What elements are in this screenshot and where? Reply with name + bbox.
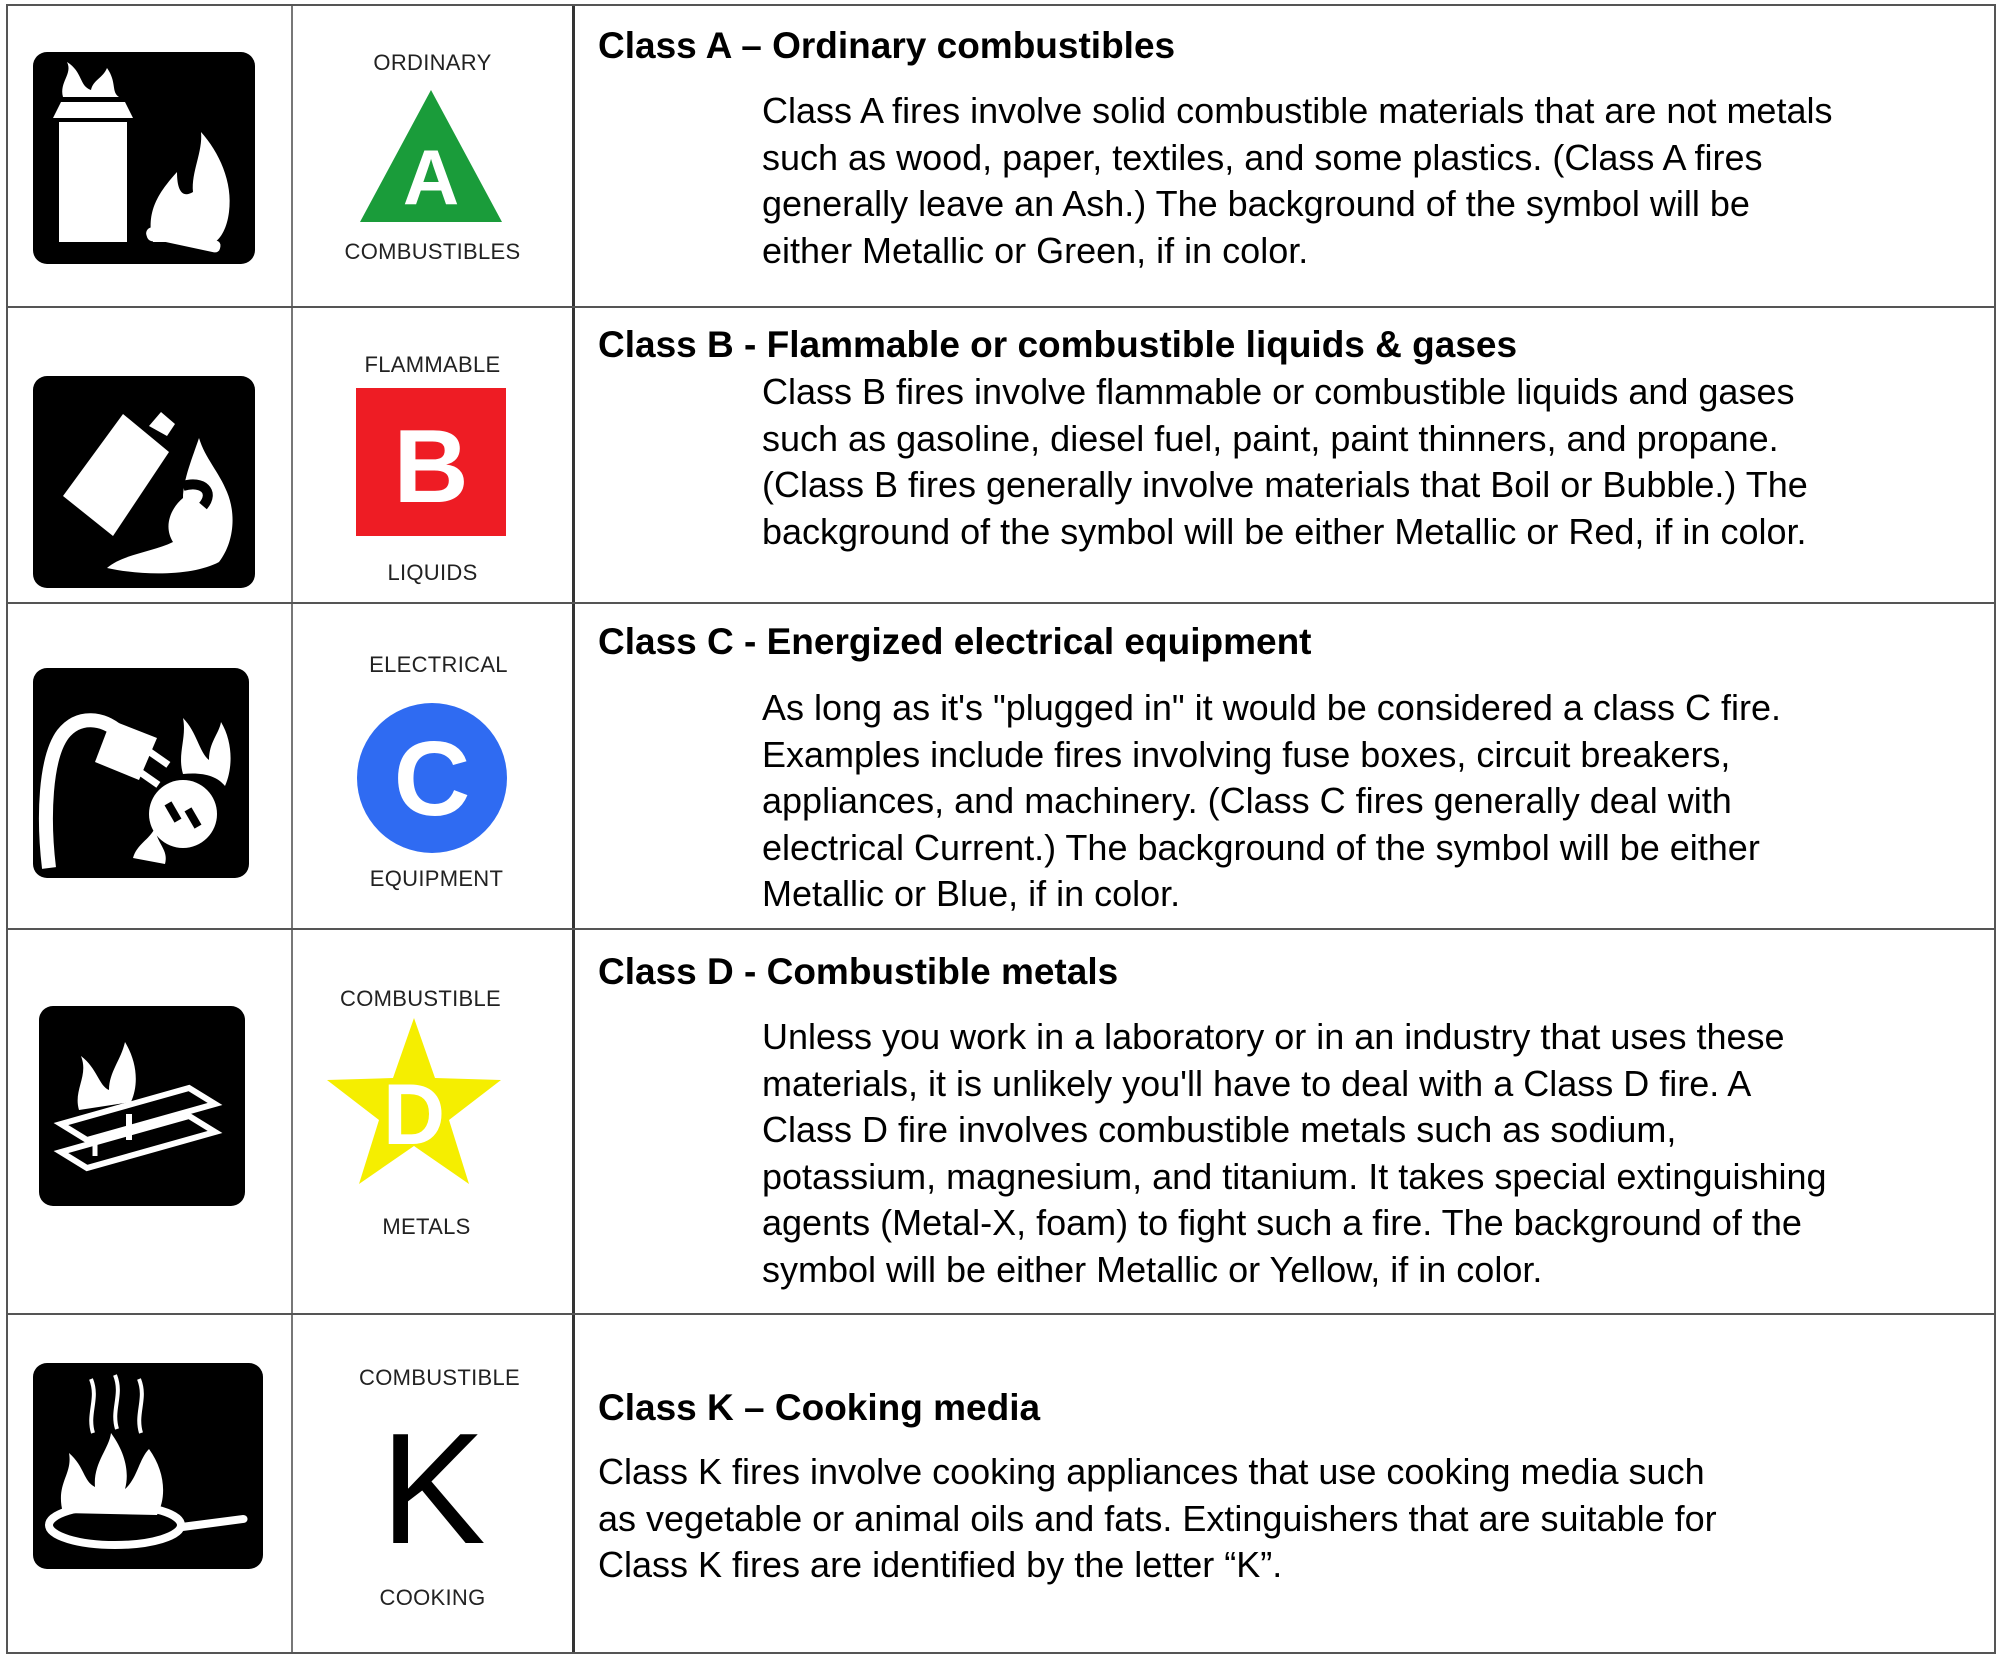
symbol-letter: C [393, 720, 471, 838]
symbol-cell [293, 308, 575, 602]
symbol-caption-top: COMBUSTIBLE [359, 1365, 520, 1390]
class-c-row [8, 604, 1994, 930]
class-description [762, 369, 1808, 555]
description-line: as vegetable or animal oils and fats. Extinguishers that are suitable for [598, 1497, 1717, 1539]
class-heading: Class D - Combustible metals [598, 951, 1119, 992]
description-line: Class K fires involve cooking appliances that use cooking media such [598, 1451, 1705, 1492]
symbol-caption-top: ELECTRICAL [369, 652, 508, 677]
pictogram-cell [8, 930, 293, 1313]
fuel-can-and-fire-icon [33, 376, 255, 588]
description-line: such as wood, paper, textiles, and some plastics. (Class A fires [762, 136, 1763, 178]
symbol-letter: A [402, 133, 460, 221]
symbol-caption-top: COMBUSTIBLE [340, 986, 501, 1011]
symbol-cell [293, 1315, 575, 1652]
pictogram-cell [8, 308, 293, 602]
description-line: Class K fires are identified by the letter “K”. [598, 1544, 1283, 1585]
description-line: background of the symbol will be either Metallic or Red, if in color. [762, 510, 1807, 552]
description-line: Class D fire involves combustible metals such as sodium, [762, 1109, 1677, 1150]
frying-pan-fire-icon [33, 1363, 263, 1569]
description-cell [575, 930, 1994, 1313]
class-a-row [8, 6, 1994, 308]
description-line: agents (Metal-X, foam) to fight such a fire. The background of the [762, 1202, 1802, 1243]
description-line: Class A fires involve solid combustible materials that are not metals [762, 90, 1833, 131]
description-line: generally leave an Ash.) The background of the symbol will be [762, 183, 1750, 224]
class-description [762, 1014, 1827, 1293]
symbol-cell [293, 604, 575, 928]
class-b-row [8, 308, 1994, 604]
trash-can-and-wood-fire-icon [33, 52, 255, 264]
class-heading: Class C - Energized electrical equipment [598, 621, 1312, 662]
class-description [762, 685, 1781, 918]
description-line: Unless you work in a laboratory or in an industry that uses these [762, 1016, 1785, 1057]
class-k-row [8, 1315, 1994, 1652]
description-line: such as gasoline, diesel fuel, paint, paint thinners, and propane. [762, 417, 1779, 459]
description-line: Metallic or Blue, if in color. [762, 873, 1181, 914]
symbol-caption-top: ORDINARY [373, 50, 492, 75]
class-description [598, 1449, 1717, 1589]
symbol-letter: K [380, 1405, 486, 1555]
description-line: As long as it's "plugged in" it would be considered a class C fire. [762, 687, 1781, 728]
description-cell [575, 6, 1994, 306]
description-line: (Class B fires generally involve materials that Boil or Bubble.) The [762, 464, 1808, 505]
class-a-triangle-symbol [356, 86, 506, 226]
pictogram-cell [8, 6, 293, 306]
class-description [762, 88, 1832, 274]
symbol-caption-top: FLAMMABLE [364, 352, 501, 377]
symbol-caption-bottom: COMBUSTIBLES [344, 239, 521, 264]
class-d-star-symbol [325, 1016, 503, 1188]
symbol-letter: D [382, 1067, 446, 1163]
symbol-cell [293, 6, 575, 306]
description-line: appliances, and machinery. (Class C fires generally deal with [762, 780, 1732, 821]
class-heading: Class A – Ordinary combustibles [598, 25, 1176, 66]
description-cell [575, 1315, 1994, 1652]
description-line: Examples include fires involving fuse boxes, circuit breakers, [762, 733, 1731, 775]
description-line: symbol will be either Metallic or Yellow, if in color. [762, 1248, 1543, 1290]
fire-classes-table [6, 4, 1996, 1654]
class-c-circle-symbol [356, 702, 508, 854]
pictogram-cell [8, 1315, 293, 1652]
class-heading: Class K – Cooking media [598, 1387, 1041, 1428]
class-k-letter-symbol [363, 1405, 503, 1555]
description-cell [575, 308, 1994, 602]
plug-and-outlet-fire-icon [33, 668, 249, 878]
symbol-caption-bottom: EQUIPMENT [369, 866, 504, 891]
class-b-square-symbol [356, 388, 506, 536]
metal-beam-fire-icon [39, 1006, 245, 1206]
description-line: electrical Current.) The background of the symbol will be either [762, 826, 1760, 868]
description-line: Class B fires involve flammable or combustible liquids and gases [762, 371, 1795, 412]
description-line: potassium, magnesium, and titanium. It takes special extinguishing [762, 1155, 1827, 1197]
description-line: materials, it is unlikely you'll have to deal with a Class D fire. A [762, 1062, 1752, 1104]
class-heading: Class B - Flammable or combustible liquids & gases [598, 324, 1518, 365]
description-line: either Metallic or Green, if in color. [762, 229, 1309, 271]
description-cell [575, 604, 1994, 928]
symbol-letter: B [393, 409, 469, 525]
symbol-caption-bottom: LIQUIDS [387, 560, 478, 585]
symbol-caption-bottom: METALS [382, 1214, 471, 1239]
symbol-cell [293, 930, 575, 1313]
class-d-row [8, 930, 1994, 1315]
symbol-caption-bottom: COOKING [379, 1585, 486, 1610]
pictogram-cell [8, 604, 293, 928]
